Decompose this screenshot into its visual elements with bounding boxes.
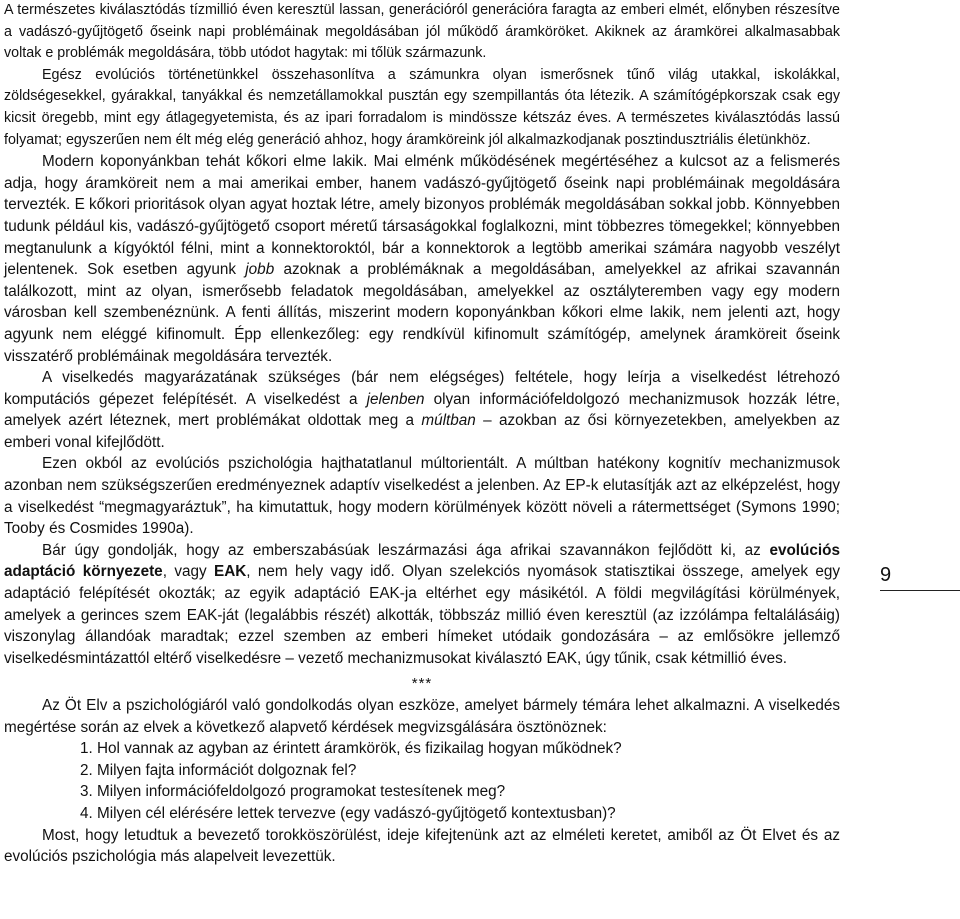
paragraph-4-part-b: olyan információfeldolgozó mechanizmusok hozzák létre, amelyek azért léteznek, mert problémákat oldottak meg a [4,390,840,430]
paragraph-3-part-a: Modern koponyánkban tehát kőkori elme lakik. Mai elménk működésének megértéséhez a kulcsot az a felismerés adja, hogy áramköreit nem a mai amerikai ember, hanem vadászó-gyűjtögető őseink napi problémáinak megoldására tervezték. E kőkori prioritások olyan agyat hoztak létre, amely bizonyos problémák megoldásában sokkal jobb. Könnyebben tudunk például kis, vadászó-gyűjtögető csoport méretű társaságokkal foglalkozni, mint többezres tömegekkel; könnyebben megtanulunk a kígyóktól félni, mint a konnektoroktól, bár a konnektorok a legtöbb amerikai számára nagyobb veszélyt jelentenek. Sok esetben agyunk [4,153,840,279]
paragraph-6-part-a: Bár úgy gondolják, hogy az emberszabásúak leszármazási ága afrikai szavannákon fejlődött ki, az [42,541,770,559]
question-item: 2. Milyen fajta információt dolgoznak fel? [80,761,357,779]
paragraph-6-abbr-eak: EAK [214,563,247,581]
page-number: 9 [880,560,960,591]
paragraph-3 [4,151,840,367]
paragraph-4-emphasis-1: jelenben [366,390,425,408]
question-list [4,738,840,824]
paragraph-8: Most, hogy letudtuk a bevezető torokköszörülést, ideje kifejtenünk azt az elméleti keretet, amiből az Öt Elvet és az evolúciós pszichológia más alapelveit levezettük. [4,826,840,866]
paragraph-6-part-c: , vagy [162,563,214,581]
paragraph-1: A természetes kiválasztódás tízmillió éven keresztül lassan, generációról generációra faragta az emberi elmét, előnyben részesítve a vadászó-gyűjtögető őseink napi problémáinak megoldásában jól működő áramköröket. Akiknek az áramkörei alkalmasabbak voltak e problémák megoldására, több utódot hagytak: mi tőlük származunk. [4,2,840,62]
paragraph-4 [4,367,840,453]
body-text [4,0,840,868]
paragraph-6 [4,540,840,670]
question-item: 1. Hol vannak az agyban az érintett áramkörök, és fizikailag hogyan működnek? [80,740,622,758]
paragraph-7: Az Öt Elv a pszichológiáról való gondolkodás olyan eszköze, amelyet bármely témára lehet alkalmazni. A viselkedés megértése során az elvek a következő alapvető kérdések megvizsgálására ösztönöznek: [4,697,840,736]
section-separator: *** [411,675,433,693]
paragraph-5: Ezen okból az evolúciós pszichológia hajthatatlanul múltorientált. A múltban hatékony kognitív mechanizmusok azonban nem szükségszerűen eredményeznek adaptív viselkedést a jelenben. Az EP-k elutasítják azt az elképzelést, hogy a viselkedést “megmagyaráztuk”, ha kimutattuk, hogy modern körülmények között növeli a rátermettséget (Symons 1990; Tooby és Cosmides 1990a). [4,455,840,538]
question-item: 4. Milyen cél elérésére lettek tervezve (egy vadászó-gyűjtögető kontextusban)? [80,804,616,822]
paragraph-4-part-a: A viselkedés magyarázatának szükséges (bár nem elégséges) feltétele, hogy leírja a viselkedést létrehozó komputációs gépezet felépítését. A viselkedést a [4,369,840,408]
paragraph-6-term-eak: evolúciós adaptáció környezete [4,541,840,581]
paragraph-3-part-b: azoknak a problémáknak a megoldásában, amelyekkel az afrikai szavannán találkozott, mint az olyan, ismerősebb feladatok megoldásában, amelyekkel az osztályteremben vagy egy modern városban kell szembenéznünk. A fenti állítás, miszerint modern koponyánkban kőkori elme lakik, nem jelenti azt, hogy agyunk nem eléggé kifinomult. Épp ellenkezőleg: egy rendkívül kifinomult számítógép, amelynek áramköreit őseink visszatérő problémáinak megoldására tervezték. [4,261,840,365]
paragraph-4-emphasis-2: múltban [421,412,476,430]
paragraph-6-part-d: , nem hely vagy idő. Olyan szelekciós nyomások statisztikai összege, amelyek egy adaptáció felépítését okozták; az egyik adaptáció EAK-ja eltérhet egy másikétól. A földi megvilágítási körülmények, amelyek a gerinces szem EAK-ját (legalábbis részét) alkották, többszáz millió éven keresztül (az izzólámpa feltalálásáig) viszonylag állandóak maradtak; ezzel szemben az emberi hímeket utódaik gondozására – az emlősökre jellemző viselkedésmintázattól eltérő viselkedésre – vezető mechanizmusokat kiválasztó EAK, úgy tűnik, csak kétmillió éves. [4,563,841,667]
paragraph-4-part-c: – azokban az ősi környezetekben, amelyekben az emberi vonal kifejlődött. [4,412,841,451]
paragraph-2: Egész evolúciós történetünkkel összehasonlítva a számunkra olyan ismerősnek tűnő világ utakkal, iskolákkal, zöldségesekkel, gyárakkal, tanyákkal és nemzetállamokkal pusztán egy szempillantás óta létezik. A számítógépkorszak csak egy kicsit öregebb, mint egy átlagegyetemista, és az ipari forradalom is mindössze kétszáz éves. A természetes kiválasztódás lassú folyamat; egyszerűen nem élt még elég generáció ahhoz, hogy áramköreink jól alkalmazkodjanak posztindusztriális életünkhöz. [4,66,840,148]
paragraph-3-emphasis: jobb [245,261,275,279]
question-item: 3. Milyen információfeldolgozó programokat testesítenek meg? [80,783,506,801]
